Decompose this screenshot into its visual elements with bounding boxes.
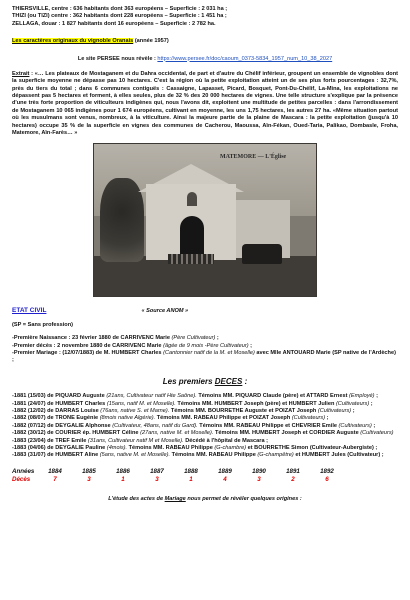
source-label: « Source ANOM » <box>141 307 189 314</box>
death-b: Témoins MM. BOURRETHE Auguste et POIZAT Joseph <box>170 408 317 414</box>
closing-word: Mariage <box>164 496 186 502</box>
deces-word: DECES <box>214 376 243 386</box>
counts-row <box>12 476 344 484</box>
row-label: Décès <box>12 475 31 483</box>
death-b: Témoins MM. RABEAU Philippe et CHEVRIER Emile <box>199 422 337 429</box>
first-events <box>12 335 398 365</box>
death-record <box>12 445 398 452</box>
heading-year: (année 1957) <box>134 38 169 45</box>
death-a: -1883 (23/04) de TREF Emile <box>12 437 87 444</box>
event-note: (Père Cultivateur) <box>171 335 216 342</box>
death-c: et BOURRETHE Simon (Cultivateur-Aubergiste) ; <box>247 444 378 451</box>
deces-suffix: : <box>244 376 248 386</box>
row-label: Années <box>12 467 35 475</box>
death-b: Témoins MM. RABEAU Philippe <box>128 444 213 451</box>
year-cell: 1886 <box>116 467 130 475</box>
extract-text: : «… Les plateaux de Mostaganem et du Dahra occidental, de part et d'autre du Chélif inférieur, groupent un ensemble de vignobles dont la superficie moyenne ne dépasse pas 10 hectares. C'est la région où la petite exploitation atteint un de ses plus forts pourcentages : 32,7%, près du tiers du total ; dans 6 communes contiguës : Cassaigne, Lapasset, Picard, Bosquet, Pont-Du-Chélif, La-Mina, les exploitations ne dépassent pas 5 hectares et forment, à elles seules, plus de 32 % des 20 000 hectares de vignes. Une telle structure s'explique par la présence d'une très forte proportion de viticulteurs indigènes qui, nous l'avons dit, exploitent une multitude de petites parcelles : dans l'arrondissement de Mostaganem 10 065 indigènes pour 1 674 européens, cultivant en moyenne, les uns 1,75 hectares, les autres 27 ha. «Même situation partout où les musulmans sont venus, nombreux, à la viticulture. Ainsi la majeure partie de la plaine de Mascara : la petite exploitation (jusqu'à 10 hectares) occupe 35 % de la superficie en vignes des communes de Cacherou, Maoussa, Aïn-Fékan, Oued-Taria, Palikao, Dombasle, Froha, Matemore, Aïn-Farès… » <box>12 70 399 136</box>
death-n2: (Employé) <box>349 393 375 400</box>
death-b: Témoins MM. PIQUARD Claude (père) et ATTARD Ernest <box>198 393 348 400</box>
death-record <box>12 401 398 408</box>
event-tail: ; <box>250 342 253 349</box>
death-record <box>12 393 398 400</box>
death-record <box>12 415 398 422</box>
years-row <box>12 468 344 476</box>
count-cell: 4 <box>223 475 227 483</box>
photo-caption: MATEMORE — L'Église <box>220 154 287 161</box>
death-n: (76ans, native S. et Marne). <box>100 408 170 414</box>
year-cell: 1887 <box>150 467 164 475</box>
death-a: -1882 (08/07) de TRONE Eugénie <box>12 415 99 422</box>
event-text: -Premier Mariage : (12/07/1883) de M. HUMBERT Charles <box>12 349 162 356</box>
year-cell: 1891 <box>286 467 300 475</box>
death-n: (8mois native Algérie). <box>99 415 156 422</box>
event-line <box>12 343 398 350</box>
death-c: ; <box>376 393 378 400</box>
stats-line: THIERSVILLE, centre : 636 habitants dont 363 européens – Superficie : 2 031 ha ; <box>12 6 228 12</box>
extract-label: Extrait <box>12 70 30 77</box>
death-n2: (G-chambre) <box>214 444 247 451</box>
death-record <box>12 430 398 437</box>
stats-line: ZELLAGA, douar : 1 827 habitants dont 16 européens – Superficie : 2 782 ha. <box>12 20 216 27</box>
death-n: (27ans, native M. et Moselle). <box>140 430 214 437</box>
church-window <box>187 192 197 206</box>
count-cell: 1 <box>189 475 193 483</box>
count-cell: 3 <box>257 475 261 483</box>
etat-civil-header <box>12 307 398 316</box>
death-b: Témoins MM. HUMBERT Joseph (père) et HUMBERT Julien <box>177 400 335 407</box>
count-cell: 2 <box>291 475 295 483</box>
death-n2: (Cultivateurs) <box>338 422 372 429</box>
death-n: (31ans, Cultivateur natif M et Moselle). <box>87 437 184 444</box>
count-cell: 1 <box>121 475 125 483</box>
count-cell: 7 <box>53 475 57 483</box>
death-c: ; <box>326 415 329 422</box>
year-cell: 1888 <box>184 467 198 475</box>
event-tail: ; <box>216 335 219 342</box>
death-n2: (G-champêtre) <box>257 452 294 459</box>
death-n2: (Cultivateurs) <box>317 408 352 414</box>
death-record <box>12 438 398 445</box>
persee-link[interactable]: https://www.persee.fr/doc/caoum_0373-5834_1957_num_10_38_2027 <box>157 55 333 62</box>
death-b: Témoins MM. HUMBERT Joseph et CORDIER Auguste <box>215 430 359 437</box>
event-line <box>12 350 398 365</box>
death-n: (15ans, natif M. et Moselle). <box>106 400 176 407</box>
event-note: (âgée de 9 mois -Père Cultivateur) <box>163 342 249 349</box>
death-a: -1882 (30/12) de COURIER ép. HUMBERT Céline <box>12 430 139 437</box>
event-line <box>12 335 398 342</box>
count-cell: 3 <box>87 475 91 483</box>
death-n2: (Cultivateurs) <box>291 415 326 422</box>
year-cell: 1889 <box>218 467 232 475</box>
death-b: Témoins MM. RABEAU Philippe <box>171 452 256 459</box>
event-note: (Cantonnier natif de la M. et Moselle) <box>163 349 255 356</box>
event-text: -Première Naissance : 23 février 1880 de CARRIVENC Marie <box>12 335 170 342</box>
deaths-list <box>12 393 398 459</box>
year-cell: 1884 <box>48 467 62 475</box>
death-n: (4mois). <box>106 444 128 451</box>
section-heading <box>12 38 398 45</box>
deces-prefix: Les premiers <box>162 376 213 386</box>
highlighted-title: Les caractères originaux du vignoble Oranais <box>12 38 134 45</box>
death-a: -1881 (24/07) de HUMBERT Charles <box>12 400 106 407</box>
death-n: (5ans, native M. et Moselle). <box>99 452 171 459</box>
count-cell: 6 <box>325 475 329 483</box>
population-stats <box>12 6 398 28</box>
death-a: -1882 (07/12) de DEYGALIE Alphonse <box>12 422 111 429</box>
church-photo <box>93 143 317 297</box>
death-b: Décédé à l'hôpital de Mascara ; <box>185 437 268 444</box>
death-a: -1881 (15/03) de PIQUARD Auguste <box>12 393 105 400</box>
closing-line <box>12 496 398 503</box>
event-text: -Premier décès : 2 novembre 1880 de CARRIVENC Marie <box>12 342 162 349</box>
photo-car <box>242 244 282 264</box>
closing-prefix: L'étude des actes de <box>108 496 164 502</box>
death-record <box>12 423 398 430</box>
deaths-per-year-table <box>12 468 344 484</box>
death-record <box>12 408 398 415</box>
death-c: et HUMBERT Jules (Cultivateur) ; <box>295 452 384 459</box>
etat-civil-title: ETAT CIVIL <box>12 307 47 315</box>
death-c: ; <box>370 400 373 407</box>
deces-heading <box>12 377 398 388</box>
death-a: -1883 (31/07) de HUMBERT Aline <box>12 452 99 459</box>
count-cell: 3 <box>155 475 159 483</box>
death-a: -1883 (04/06) de DEYGALIE Pauline <box>12 444 106 451</box>
year-cell: 1885 <box>82 467 96 475</box>
death-c: ; <box>352 408 355 414</box>
death-b: Témoins MM. RABEAU Philippe et POIZAT Joseph <box>156 415 291 422</box>
death-n: (21ans, Cultivateur natif Hte Saône). <box>106 393 197 400</box>
extract-paragraph <box>12 71 398 137</box>
stats-line: THIZI (ou TIZI) centre : 362 habitants dont 228 européens – Superficie : 1 451 ha ; <box>12 13 227 20</box>
death-record <box>12 452 398 459</box>
death-n2: (Cultivateurs) <box>335 400 370 407</box>
year-cell: 1890 <box>252 467 266 475</box>
year-cell: 1892 <box>320 467 334 475</box>
event-tail: avec Mlle ANTOUARD Marie (SP native de l'Ardèche) ; <box>12 349 396 364</box>
persee-line <box>12 56 398 63</box>
death-n2: (Cultivateurs) <box>360 430 394 437</box>
persee-text: Le site PERSEE nous révèle : <box>77 55 156 62</box>
death-c: ; <box>373 422 376 429</box>
photo-people <box>168 254 214 264</box>
sp-note: (SP = Sans profession) <box>12 321 73 328</box>
death-a: -1882 (12/02) de DARRAS Louise <box>12 408 99 414</box>
death-n: (Cultivateur, 48ans, natif du Gard). <box>112 422 198 429</box>
closing-suffix: nous permet de révéler quelques origines : <box>187 496 302 502</box>
